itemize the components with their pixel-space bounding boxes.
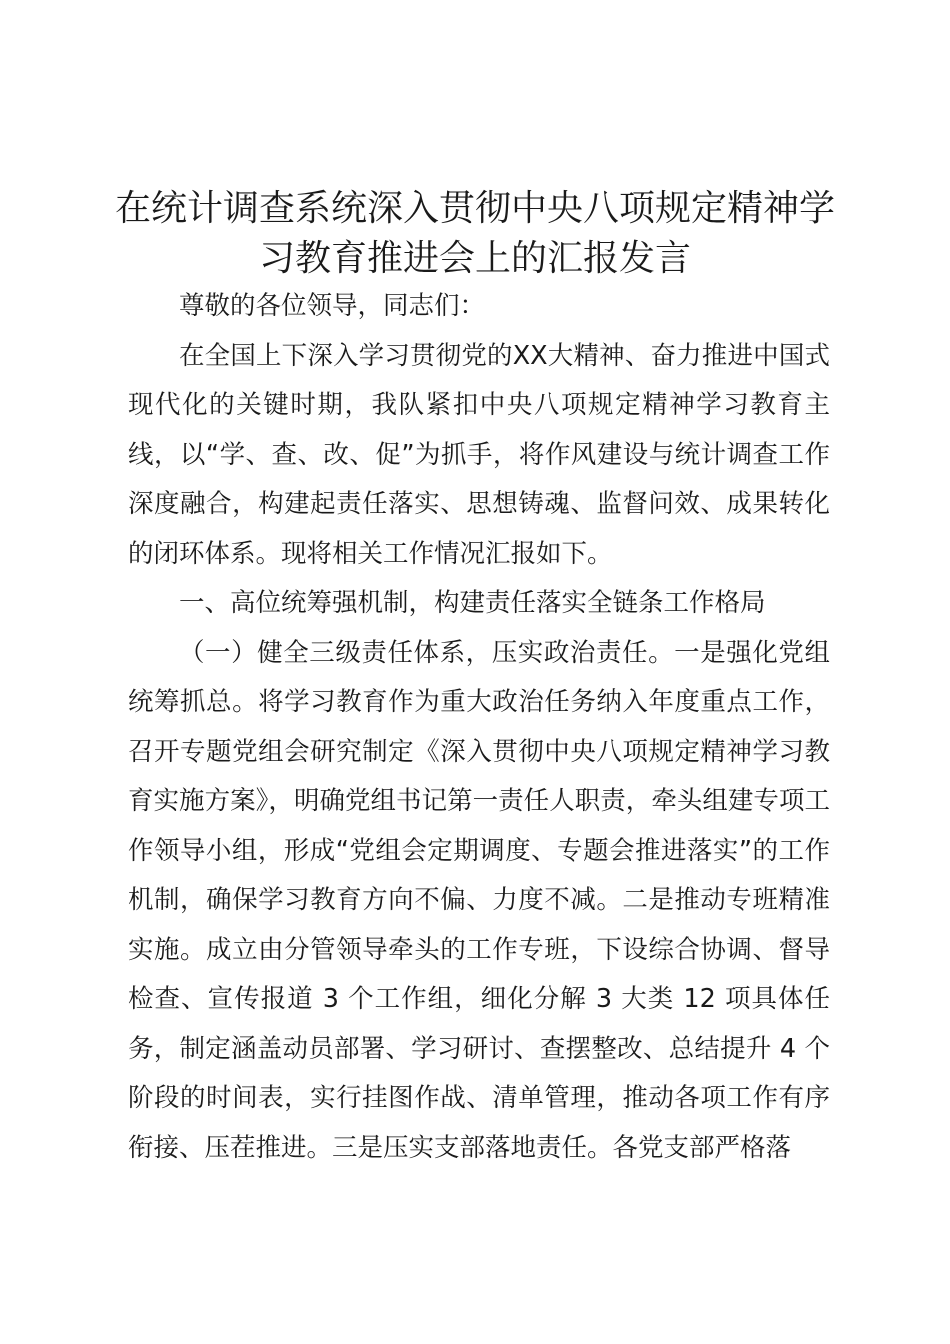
salutation: 尊敬的各位领导，同志们：: [179, 291, 486, 321]
document-title: 在统计调查系统深入贯彻中央八项规定精神学习教育推进会上的汇报发言: [114, 188, 835, 280]
section-heading-1: 一、高位统筹强机制，构建责任落实全链条工作格局: [179, 588, 766, 618]
paragraph-section-1-1: （一）健全三级责任体系，压实政治责任。一是强化党组统筹抓总。将学习教育作为重大政治任务纳入年度重点工作，召开专题党组会研究制定《深入贯彻中央八项规定精神学习教育实施方案》，明确党组书记第一责任人职责，牵头组建专项工作领导小组，形成“党组会定期调度、专题会推进落实”的工作机制，确保学习教育方向不偏、力度不减。二是推动专班精准实施。成立由分管领导牵头的工作专班，下设综合协调、督导检查、宣传报道 3 个工作组，细化分解 3 大类 12 项具体任务，制定涵盖动员部署、学习研讨、查摆整改、总结提升 4 个阶段的时间表，实行挂图作战、清单管理，推动各项工作有序衔接、压茬推进。三是压实支部落地责任。各党支部严格落: [128, 637, 830, 1163]
document-body: [128, 282, 830, 1173]
paragraph-intro: 在全国上下深入学习贯彻党的XX大精神、奋力推进中国式现代化的关键时期，我队紧扣中央八项规定精神学习教育主线，以“学、查、改、促”为抓手，将作风建设与统计调查工作深度融合，构建起责任落实、思想铸魂、监督问效、成果转化的闭环体系。现将相关工作情况汇报如下。: [128, 340, 830, 569]
